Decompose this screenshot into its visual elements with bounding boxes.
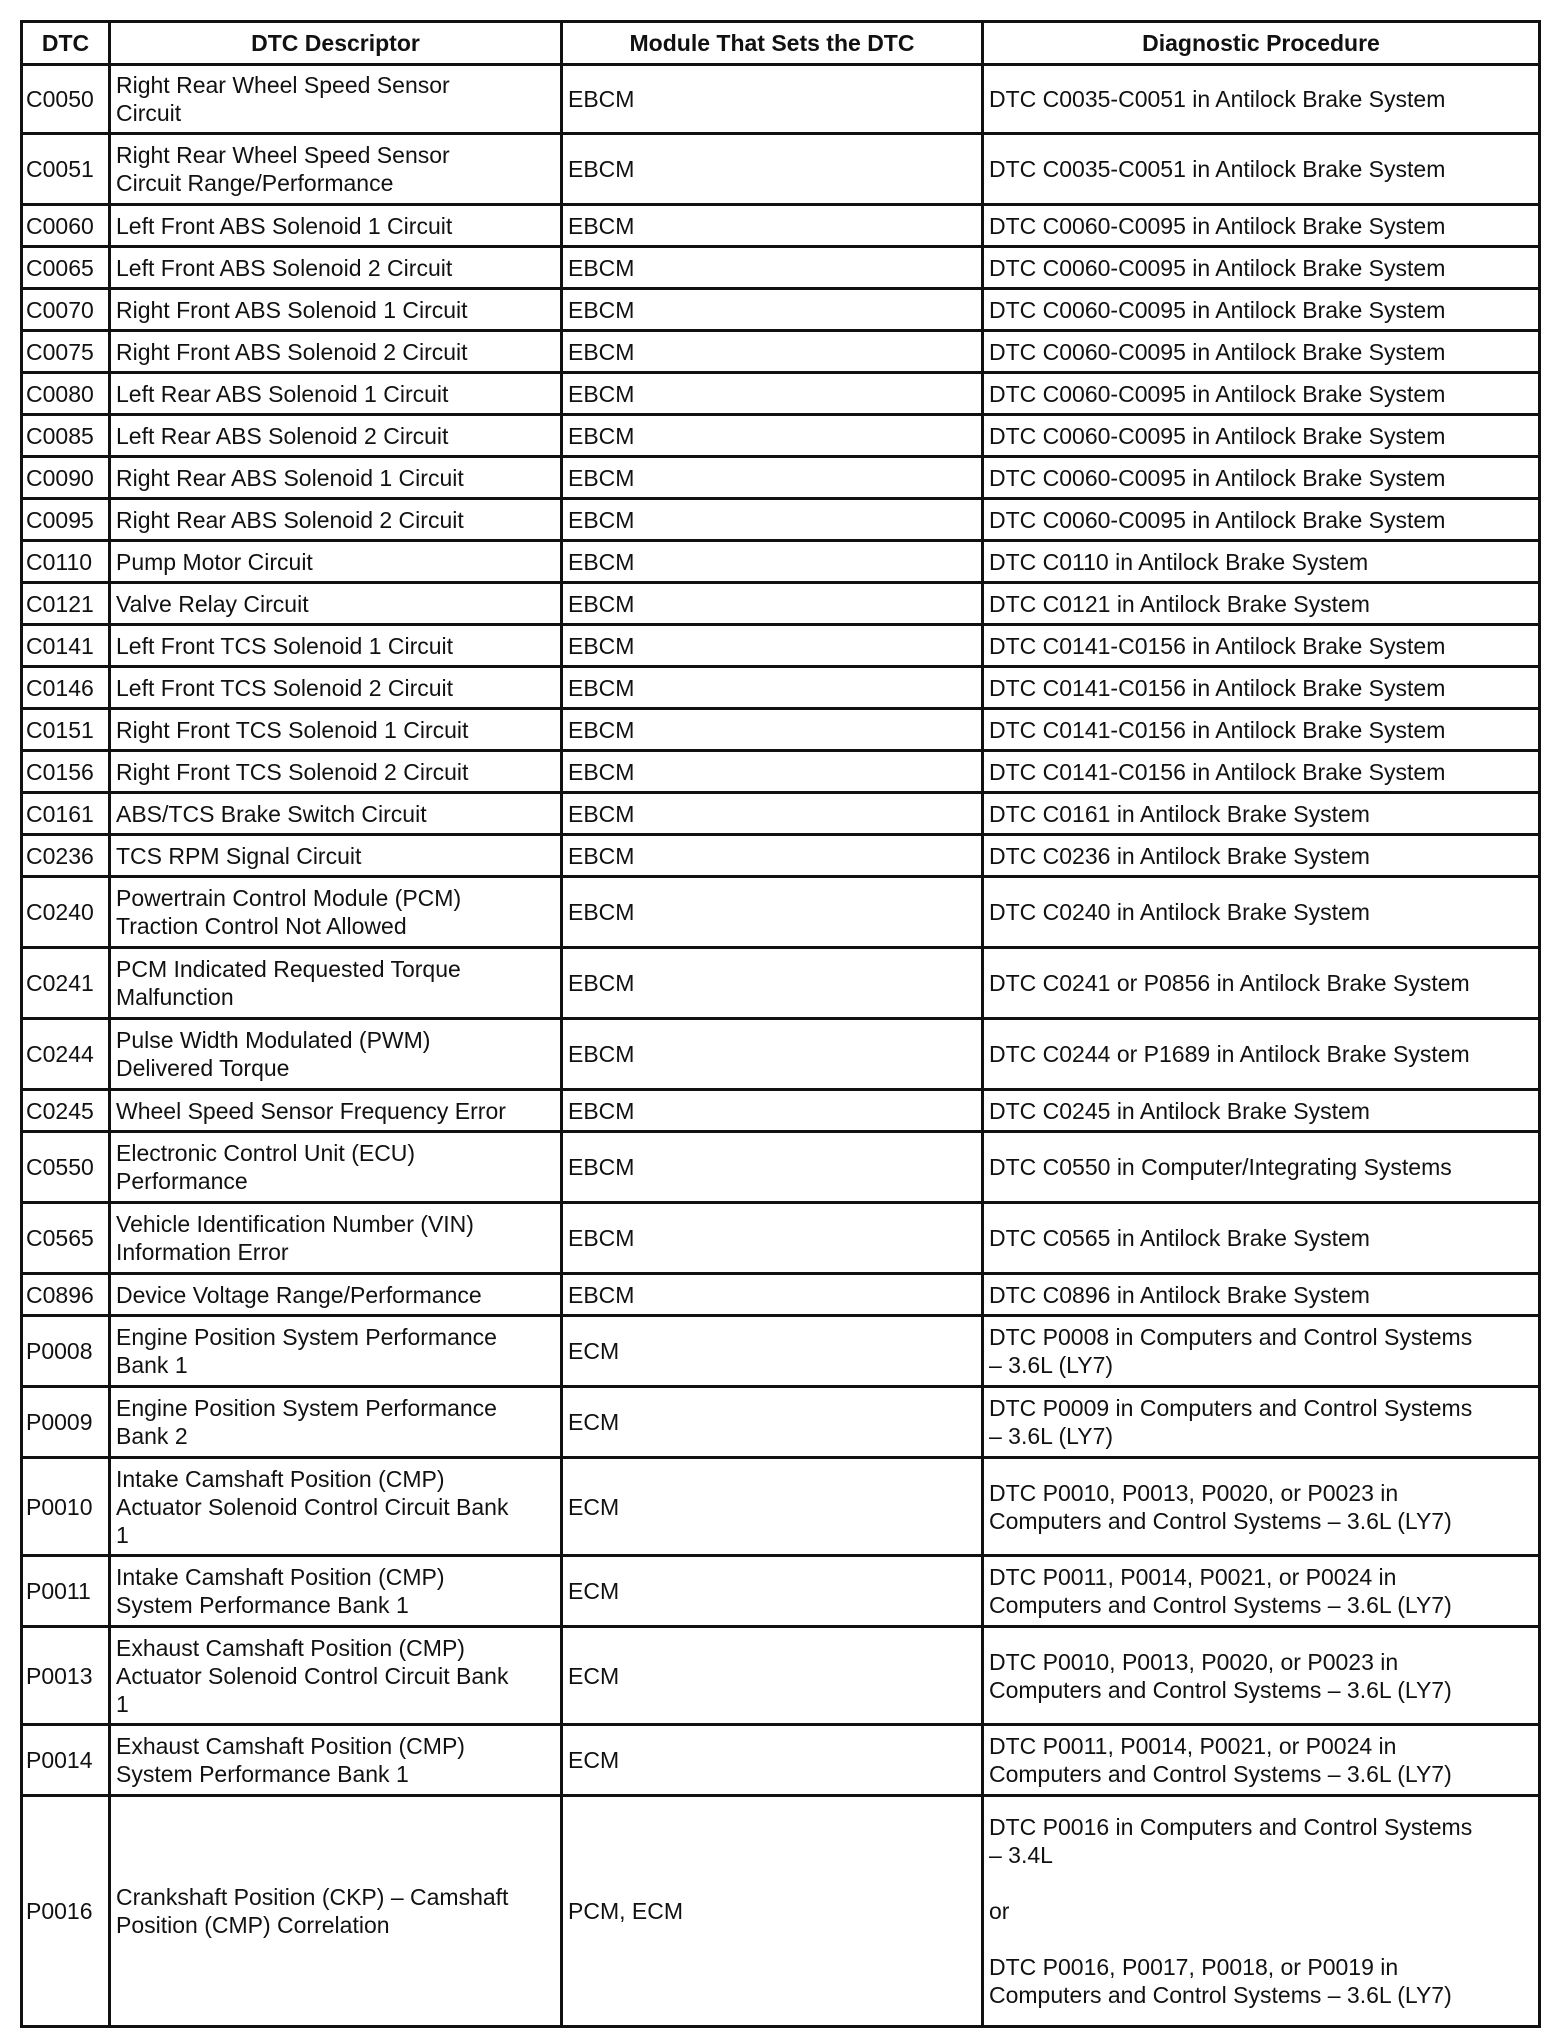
table-row xyxy=(22,1203,1540,1274)
module: EBCM xyxy=(562,499,983,541)
dtc-descriptor: TCS RPM Signal Circuit xyxy=(110,835,562,877)
diagnostic-procedure: DTC C0141-C0156 in Antilock Brake System xyxy=(983,625,1540,667)
module: EBCM xyxy=(562,134,983,205)
module: EBCM xyxy=(562,541,983,583)
table-row xyxy=(22,1458,1540,1556)
dtc-code: P0008 xyxy=(22,1316,110,1387)
dtc-descriptor: Exhaust Camshaft Position (CMP) Actuator Solenoid Control Circuit Bank 1 xyxy=(110,1627,562,1725)
module: EBCM xyxy=(562,457,983,499)
module: EBCM xyxy=(562,667,983,709)
dtc-code: P0010 xyxy=(22,1458,110,1556)
module: EBCM xyxy=(562,331,983,373)
diagnostic-procedure: DTC C0060-C0095 in Antilock Brake System xyxy=(983,205,1540,247)
dtc-descriptor: Right Rear ABS Solenoid 1 Circuit xyxy=(110,457,562,499)
dtc-code: C0110 xyxy=(22,541,110,583)
module: EBCM xyxy=(562,415,983,457)
table-row xyxy=(22,499,1540,541)
diagnostic-procedure: DTC P0008 in Computers and Control Systems – 3.6L (LY7) xyxy=(983,1316,1540,1387)
diagnostic-procedure: DTC P0009 in Computers and Control Systems – 3.6L (LY7) xyxy=(983,1387,1540,1458)
module: EBCM xyxy=(562,625,983,667)
header-module: Module That Sets the DTC xyxy=(562,22,983,65)
table-row xyxy=(22,415,1540,457)
dtc-descriptor: Pulse Width Modulated (PWM) Delivered Torque xyxy=(110,1019,562,1090)
diagnostic-procedure: DTC P0011, P0014, P0021, or P0024 in Computers and Control Systems – 3.6L (LY7) xyxy=(983,1725,1540,1796)
diagnostic-procedure: DTC C0060-C0095 in Antilock Brake System xyxy=(983,499,1540,541)
dtc-code: C0085 xyxy=(22,415,110,457)
dtc-descriptor: Right Front ABS Solenoid 2 Circuit xyxy=(110,331,562,373)
table-row xyxy=(22,948,1540,1019)
dtc-code: C0151 xyxy=(22,709,110,751)
diagnostic-procedure: DTC C0060-C0095 in Antilock Brake System xyxy=(983,289,1540,331)
dtc-descriptor: Wheel Speed Sensor Frequency Error xyxy=(110,1090,562,1132)
diagnostic-procedure: DTC C0060-C0095 in Antilock Brake System xyxy=(983,247,1540,289)
dtc-code: C0141 xyxy=(22,625,110,667)
module: EBCM xyxy=(562,1132,983,1203)
table-row xyxy=(22,709,1540,751)
table-row xyxy=(22,793,1540,835)
dtc-code: C0065 xyxy=(22,247,110,289)
table-row xyxy=(22,1725,1540,1796)
dtc-code: C0050 xyxy=(22,65,110,134)
module: ECM xyxy=(562,1725,983,1796)
dtc-code: C0121 xyxy=(22,583,110,625)
module: ECM xyxy=(562,1556,983,1627)
dtc-code: P0009 xyxy=(22,1387,110,1458)
header-diagnostic-procedure: Diagnostic Procedure xyxy=(983,22,1540,65)
diagnostic-procedure: DTC C0060-C0095 in Antilock Brake System xyxy=(983,331,1540,373)
table-row xyxy=(22,1019,1540,1090)
dtc-descriptor: Left Front TCS Solenoid 2 Circuit xyxy=(110,667,562,709)
diagnostic-procedure: DTC C0565 in Antilock Brake System xyxy=(983,1203,1540,1274)
table-row xyxy=(22,877,1540,948)
header-dtc: DTC xyxy=(22,22,110,65)
module: EBCM xyxy=(562,948,983,1019)
diagnostic-procedure: DTC C0161 in Antilock Brake System xyxy=(983,793,1540,835)
dtc-descriptor: Right Rear Wheel Speed Sensor Circuit Range/Performance xyxy=(110,134,562,205)
diagnostic-procedure: DTC P0016 in Computers and Control Systems – 3.4L or DTC P0016, P0017, P0018, or P0019 in Computers and Control Systems – 3.6L (LY7) xyxy=(983,1796,1540,2027)
module: EBCM xyxy=(562,1203,983,1274)
table-row xyxy=(22,1090,1540,1132)
dtc-code: C0156 xyxy=(22,751,110,793)
diagnostic-procedure: DTC C0245 in Antilock Brake System xyxy=(983,1090,1540,1132)
dtc-descriptor: Left Front TCS Solenoid 1 Circuit xyxy=(110,625,562,667)
dtc-descriptor: Left Rear ABS Solenoid 1 Circuit xyxy=(110,373,562,415)
diagnostic-procedure: DTC C0035-C0051 in Antilock Brake System xyxy=(983,134,1540,205)
diagnostic-procedure: DTC C0141-C0156 in Antilock Brake System xyxy=(983,667,1540,709)
dtc-code: C0060 xyxy=(22,205,110,247)
module: EBCM xyxy=(562,835,983,877)
dtc-descriptor: Engine Position System Performance Bank 2 xyxy=(110,1387,562,1458)
dtc-descriptor: Left Front ABS Solenoid 1 Circuit xyxy=(110,205,562,247)
module: EBCM xyxy=(562,205,983,247)
dtc-descriptor: Powertrain Control Module (PCM) Traction Control Not Allowed xyxy=(110,877,562,948)
diagnostic-procedure: DTC P0010, P0013, P0020, or P0023 in Computers and Control Systems – 3.6L (LY7) xyxy=(983,1627,1540,1725)
module: PCM, ECM xyxy=(562,1796,983,2027)
diagnostic-procedure: DTC C0241 or P0856 in Antilock Brake System xyxy=(983,948,1540,1019)
dtc-descriptor: Electronic Control Unit (ECU) Performance xyxy=(110,1132,562,1203)
dtc-code: C0080 xyxy=(22,373,110,415)
module: ECM xyxy=(562,1458,983,1556)
dtc-code: C0095 xyxy=(22,499,110,541)
module: EBCM xyxy=(562,1019,983,1090)
table-row xyxy=(22,134,1540,205)
table-row xyxy=(22,1316,1540,1387)
dtc-code: C0241 xyxy=(22,948,110,1019)
dtc-table xyxy=(20,20,1541,2028)
module: EBCM xyxy=(562,289,983,331)
header-dtc-descriptor: DTC Descriptor xyxy=(110,22,562,65)
table-row xyxy=(22,247,1540,289)
table-row xyxy=(22,625,1540,667)
module: ECM xyxy=(562,1316,983,1387)
dtc-code: C0896 xyxy=(22,1274,110,1316)
diagnostic-procedure: DTC C0060-C0095 in Antilock Brake System xyxy=(983,457,1540,499)
dtc-descriptor: Pump Motor Circuit xyxy=(110,541,562,583)
module: EBCM xyxy=(562,583,983,625)
table-row xyxy=(22,457,1540,499)
dtc-descriptor: Vehicle Identification Number (VIN) Information Error xyxy=(110,1203,562,1274)
dtc-code: C0161 xyxy=(22,793,110,835)
dtc-code: C0245 xyxy=(22,1090,110,1132)
dtc-code: P0014 xyxy=(22,1725,110,1796)
dtc-code: C0244 xyxy=(22,1019,110,1090)
module: EBCM xyxy=(562,1090,983,1132)
table-row xyxy=(22,583,1540,625)
diagnostic-procedure: DTC P0010, P0013, P0020, or P0023 in Computers and Control Systems – 3.6L (LY7) xyxy=(983,1458,1540,1556)
dtc-code: C0075 xyxy=(22,331,110,373)
dtc-code: C0070 xyxy=(22,289,110,331)
dtc-descriptor: Intake Camshaft Position (CMP) System Performance Bank 1 xyxy=(110,1556,562,1627)
table-row xyxy=(22,835,1540,877)
diagnostic-procedure: DTC C0060-C0095 in Antilock Brake System xyxy=(983,415,1540,457)
table-row xyxy=(22,331,1540,373)
dtc-code: P0016 xyxy=(22,1796,110,2027)
module: EBCM xyxy=(562,793,983,835)
module: EBCM xyxy=(562,247,983,289)
diagnostic-procedure: DTC C0141-C0156 in Antilock Brake System xyxy=(983,709,1540,751)
table-header-row xyxy=(22,22,1540,65)
dtc-descriptor: Intake Camshaft Position (CMP) Actuator Solenoid Control Circuit Bank 1 xyxy=(110,1458,562,1556)
module: EBCM xyxy=(562,877,983,948)
dtc-descriptor: Right Front TCS Solenoid 2 Circuit xyxy=(110,751,562,793)
diagnostic-procedure: DTC C0121 in Antilock Brake System xyxy=(983,583,1540,625)
dtc-code: C0550 xyxy=(22,1132,110,1203)
diagnostic-procedure: DTC C0110 in Antilock Brake System xyxy=(983,541,1540,583)
table-row xyxy=(22,1556,1540,1627)
dtc-descriptor: Right Rear Wheel Speed Sensor Circuit xyxy=(110,65,562,134)
module: ECM xyxy=(562,1627,983,1725)
module: EBCM xyxy=(562,1274,983,1316)
module: EBCM xyxy=(562,65,983,134)
diagnostic-procedure: DTC P0011, P0014, P0021, or P0024 in Computers and Control Systems – 3.6L (LY7) xyxy=(983,1556,1540,1627)
dtc-descriptor: PCM Indicated Requested Torque Malfunction xyxy=(110,948,562,1019)
dtc-descriptor: Exhaust Camshaft Position (CMP) System Performance Bank 1 xyxy=(110,1725,562,1796)
diagnostic-procedure: DTC C0244 or P1689 in Antilock Brake System xyxy=(983,1019,1540,1090)
dtc-code: C0146 xyxy=(22,667,110,709)
dtc-code: C0240 xyxy=(22,877,110,948)
dtc-descriptor: Right Front TCS Solenoid 1 Circuit xyxy=(110,709,562,751)
diagnostic-procedure: DTC C0240 in Antilock Brake System xyxy=(983,877,1540,948)
dtc-descriptor: Left Front ABS Solenoid 2 Circuit xyxy=(110,247,562,289)
table-row xyxy=(22,65,1540,134)
diagnostic-procedure: DTC C0060-C0095 in Antilock Brake System xyxy=(983,373,1540,415)
dtc-descriptor: Engine Position System Performance Bank 1 xyxy=(110,1316,562,1387)
dtc-code: P0011 xyxy=(22,1556,110,1627)
dtc-descriptor: Device Voltage Range/Performance xyxy=(110,1274,562,1316)
dtc-code: C0051 xyxy=(22,134,110,205)
table-row xyxy=(22,373,1540,415)
module: EBCM xyxy=(562,751,983,793)
diagnostic-procedure: DTC C0550 in Computer/Integrating Systems xyxy=(983,1132,1540,1203)
dtc-descriptor: Left Rear ABS Solenoid 2 Circuit xyxy=(110,415,562,457)
table-row xyxy=(22,541,1540,583)
dtc-descriptor: Right Front ABS Solenoid 1 Circuit xyxy=(110,289,562,331)
table-row xyxy=(22,1274,1540,1316)
dtc-descriptor: ABS/TCS Brake Switch Circuit xyxy=(110,793,562,835)
diagnostic-procedure: DTC C0236 in Antilock Brake System xyxy=(983,835,1540,877)
module: ECM xyxy=(562,1387,983,1458)
dtc-descriptor: Crankshaft Position (CKP) – Camshaft Position (CMP) Correlation xyxy=(110,1796,562,2027)
dtc-code: C0565 xyxy=(22,1203,110,1274)
table-row xyxy=(22,1796,1540,2027)
table-row xyxy=(22,667,1540,709)
dtc-code: P0013 xyxy=(22,1627,110,1725)
module: EBCM xyxy=(562,709,983,751)
module: EBCM xyxy=(562,373,983,415)
dtc-descriptor: Valve Relay Circuit xyxy=(110,583,562,625)
table-row xyxy=(22,1627,1540,1725)
dtc-code: C0236 xyxy=(22,835,110,877)
diagnostic-procedure: DTC C0141-C0156 in Antilock Brake System xyxy=(983,751,1540,793)
table-row xyxy=(22,751,1540,793)
dtc-descriptor: Right Rear ABS Solenoid 2 Circuit xyxy=(110,499,562,541)
table-row xyxy=(22,289,1540,331)
diagnostic-procedure: DTC C0896 in Antilock Brake System xyxy=(983,1274,1540,1316)
table-row xyxy=(22,1132,1540,1203)
dtc-code: C0090 xyxy=(22,457,110,499)
table-row xyxy=(22,205,1540,247)
diagnostic-procedure: DTC C0035-C0051 in Antilock Brake System xyxy=(983,65,1540,134)
table-row xyxy=(22,1387,1540,1458)
